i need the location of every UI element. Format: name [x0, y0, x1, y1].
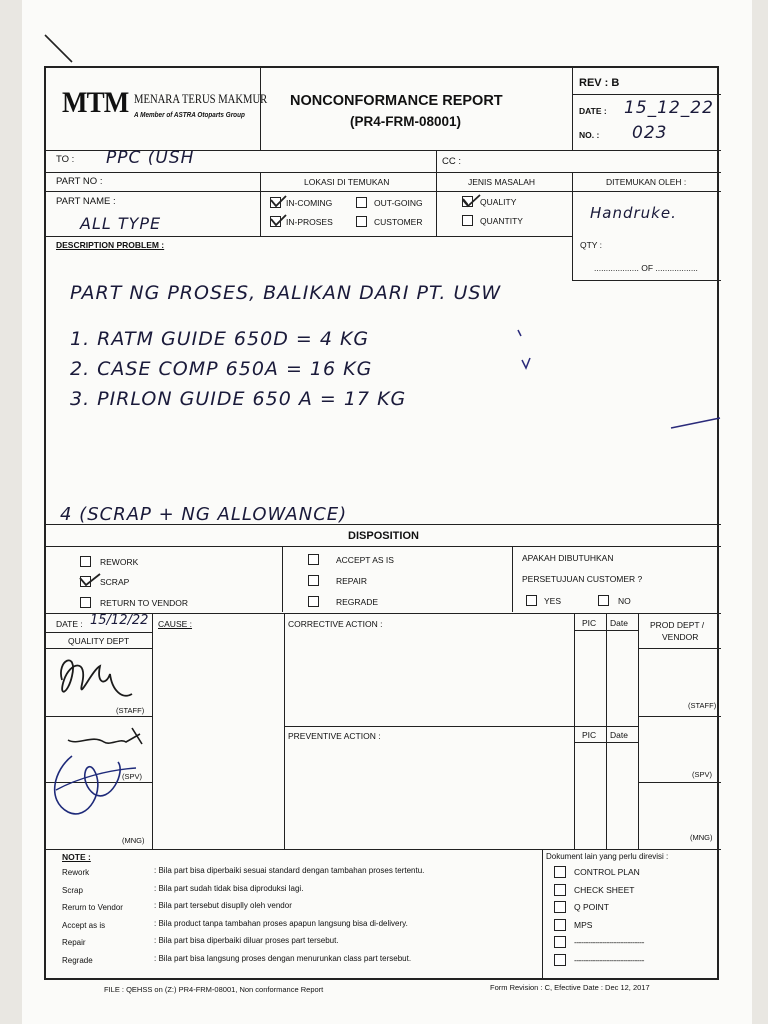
corrective-action-label: CORRECTIVE ACTION :	[288, 619, 383, 629]
note-description: : Bila part sudah tidak bisa diproduksi lagi.	[154, 883, 304, 893]
to-value: PPC (USH	[106, 148, 195, 168]
note-term: Rework	[62, 868, 90, 877]
report-date: 15_12_22	[624, 98, 714, 118]
note-description: : Bila part bisa langsung proses dengan menurunkan class part tersebut.	[154, 953, 412, 963]
outgoing-label: OUT-GOING	[374, 198, 423, 208]
description-label: DESCRIPTION PROBLEM :	[56, 240, 165, 250]
logo-mark: MTM	[62, 86, 129, 119]
approval-no-label: NO	[618, 596, 631, 606]
scrap-label: SCRAP	[100, 577, 130, 587]
footer-file: FILE : QEHSS on (Z:) PR4-FRM-08001, Non conformance Report	[104, 985, 324, 994]
doc-checkbox[interactable]	[554, 919, 566, 931]
revision-label: REV : B	[579, 77, 620, 89]
part-name-value: ALL TYPE	[80, 214, 162, 233]
ditemukan-label: DITEMUKAN OLEH :	[606, 177, 687, 187]
description-line-5: 4 (SCRAP + NG ALLOWANCE)	[60, 504, 348, 525]
preventive-date-header: Date	[610, 730, 628, 740]
prod-dept-label: PROD DEPT /	[650, 620, 705, 630]
quality-dept-label: QUALITY DEPT	[68, 636, 130, 646]
notes-title: NOTE :	[62, 852, 91, 862]
number-label: NO. :	[579, 130, 600, 140]
approval-yes-label: YES	[544, 596, 562, 606]
cause-label: CAUSE :	[158, 619, 193, 629]
doc-label: MPS	[574, 919, 593, 930]
scrap-check-mark	[78, 571, 108, 591]
doc-label: ------------------------------	[574, 937, 644, 947]
note-term: Rerurn to Vendor	[62, 903, 123, 912]
regrade-checkbox[interactable]	[308, 596, 319, 607]
customer-label: CUSTOMER	[374, 217, 423, 227]
company-subtitle: A Member of ASTRA Otoparts Group	[134, 110, 245, 119]
accept-as-is-checkbox[interactable]	[308, 554, 319, 565]
doc-label: CONTROL PLAN	[574, 867, 640, 877]
company-name: MENARA TERUS MAKMUR	[134, 92, 268, 106]
footer-revision: Form Revision : C, Efective Date : Dec 12, 2017	[490, 983, 650, 992]
doc-label: Q POINT	[574, 902, 609, 912]
approval-question-1: APAKAH DIBUTUHKAN	[522, 553, 614, 563]
doc-checkbox[interactable]	[554, 954, 566, 966]
doc-checkbox[interactable]	[554, 866, 566, 878]
report-number: 023	[632, 123, 668, 143]
finder-signature: Handruke.	[590, 204, 677, 222]
approval-no-checkbox[interactable]	[598, 595, 609, 606]
doc-checkbox[interactable]	[554, 901, 566, 913]
pen-mark	[40, 30, 80, 70]
note-term: Repair	[62, 938, 86, 947]
jenis-label: JENIS MASALAH	[468, 177, 536, 187]
repair-label: REPAIR	[336, 576, 368, 586]
preventive-pic-header: PIC	[582, 730, 597, 740]
quantity-label: QUANTITY	[480, 216, 523, 226]
docs-title: Dokument lain yang perlu direvisi :	[546, 852, 669, 861]
form-title: NONCONFORMANCE REPORT	[290, 93, 503, 109]
qty-label: QTY :	[580, 240, 603, 250]
note-term: Accept as is	[62, 920, 106, 930]
return-to-vendor-checkbox[interactable]	[80, 597, 91, 608]
approval-yes-checkbox[interactable]	[526, 595, 537, 606]
action-date-label: DATE :	[56, 619, 83, 629]
corrective-date-header: Date	[610, 618, 628, 628]
doc-label: ------------------------------	[574, 954, 644, 965]
doc-label: CHECK SHEET	[574, 884, 635, 895]
return-to-vendor-label: RETURN TO VENDOR	[100, 598, 189, 608]
quality-staff-label: (STAFF)	[116, 706, 145, 715]
quality-signatures	[48, 650, 152, 840]
prod-staff-label: (STAFF)	[688, 701, 717, 710]
note-description: : Bila part bisa diperbaiki diluar proses part tersebut.	[154, 936, 339, 945]
description-line-4: 3. PIRLON GUIDE 650 A = 17 KG	[70, 388, 407, 410]
note-term: Scrap	[62, 885, 83, 895]
quality-mng-label: (MNG)	[122, 836, 145, 845]
form-code: (PR4-FRM-08001)	[350, 114, 462, 129]
vendor-label: VENDOR	[662, 632, 699, 642]
check-marks	[268, 192, 468, 232]
qty-line: ................... OF ..................	[594, 263, 698, 273]
nonconformance-form	[44, 66, 719, 980]
note-description: : Bila part tersebut disuplly oleh vendor	[154, 901, 292, 910]
doc-checkbox[interactable]	[554, 936, 566, 948]
prod-spv-label: (SPV)	[692, 770, 713, 779]
doc-checkbox[interactable]	[554, 884, 566, 896]
prod-mng-label: (MNG)	[690, 833, 713, 842]
disposition-title: DISPOSITION	[348, 530, 419, 542]
part-name-label: PART NAME :	[56, 196, 116, 207]
margin-ticks	[506, 318, 721, 438]
part-no-label: PART NO :	[56, 176, 103, 187]
quality-spv-label: (SPV)	[122, 772, 143, 781]
description-line-2: 1. RATM GUIDE 650D = 4 KG	[70, 328, 370, 350]
description-line-1: PART NG PROSES, BALIKAN DARI PT. USW	[70, 282, 502, 304]
lokasi-label: LOKASI DI TEMUKAN	[304, 177, 390, 187]
preventive-action-label: PREVENTIVE ACTION :	[288, 731, 381, 741]
rework-checkbox[interactable]	[80, 556, 91, 567]
action-date-value: 15/12/22	[90, 613, 149, 628]
note-description: : Bila product tanpa tambahan proses apapun langsung bisa di-delivery.	[154, 918, 408, 928]
inproses-label: IN-PROSES	[286, 217, 333, 227]
quality-label: QUALITY	[480, 197, 517, 207]
incoming-label: IN-COMING	[286, 198, 333, 208]
regrade-label: REGRADE	[336, 597, 379, 607]
date-label: DATE :	[579, 106, 607, 116]
repair-checkbox[interactable]	[308, 575, 319, 586]
note-term: Regrade	[62, 955, 93, 965]
to-label: TO :	[56, 154, 75, 165]
corrective-pic-header: PIC	[582, 618, 597, 628]
note-description: : Bila part bisa diperbaiki sesuai standard dengan tambahan proses tertentu.	[154, 866, 425, 875]
rework-label: REWORK	[100, 557, 139, 567]
approval-question-2: PERSETUJUAN CUSTOMER ?	[522, 574, 643, 584]
description-line-3: 2. CASE COMP 650A = 16 KG	[70, 358, 373, 380]
quality-check-mark	[460, 192, 486, 214]
cc-label: CC :	[442, 156, 461, 167]
accept-as-is-label: ACCEPT AS IS	[336, 555, 394, 565]
